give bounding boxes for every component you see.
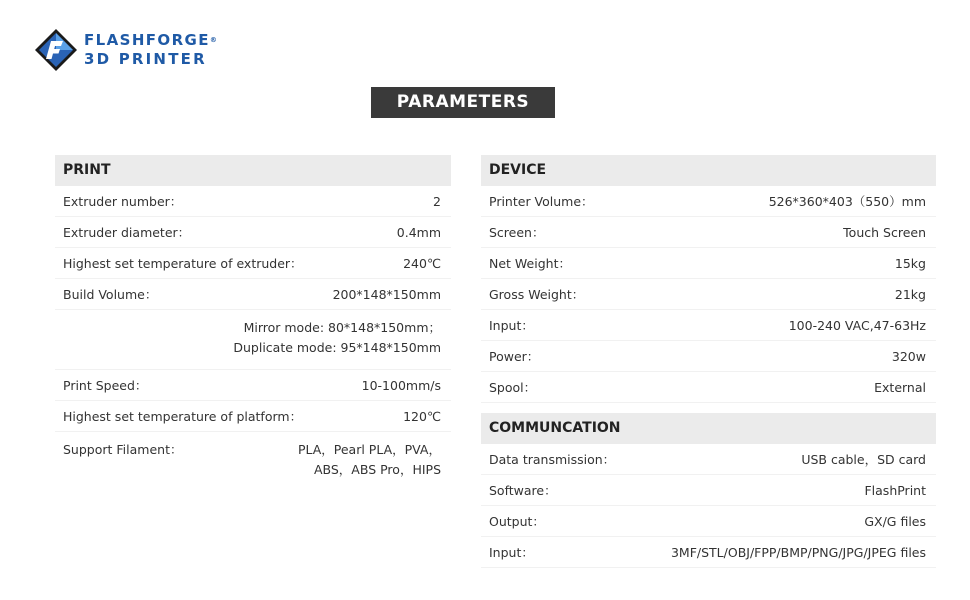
spec-row: [481, 310, 936, 341]
spec-label: Software：: [489, 483, 557, 498]
spec-label: Extruder diameter：: [63, 225, 191, 240]
spec-row: [55, 248, 451, 279]
brand-line1: FLASHFORGE®: [84, 31, 219, 49]
spec-row: [55, 217, 451, 248]
spec-row: [481, 444, 936, 475]
spec-label: Extruder number：: [63, 194, 183, 209]
spec-row: [55, 401, 451, 432]
spec-value: GX/G files: [864, 514, 926, 529]
build-volume-notes: [55, 310, 451, 370]
spec-row: [55, 370, 451, 401]
spec-row: [481, 248, 936, 279]
spec-label: Screen：: [489, 225, 545, 240]
spec-row: [481, 279, 936, 310]
spec-row: [55, 186, 451, 217]
spec-label: Input：: [489, 318, 534, 333]
spec-row: [481, 217, 936, 248]
spec-label: Highest set temperature of platform：: [63, 409, 303, 424]
section-heading-device: DEVICE: [481, 155, 936, 186]
spec-row: [481, 372, 936, 403]
spec-value: 3MF/STL/OBJ/FPP/BMP/PNG/JPG/JPEG files: [670, 545, 926, 560]
mirror-mode-note: Mirror mode: 80*148*150mm；: [243, 320, 441, 335]
spec-value: 21kg: [894, 287, 926, 302]
spec-label: Spool：: [489, 380, 537, 395]
spec-value: External: [874, 380, 926, 395]
section-heading-print: PRINT: [55, 155, 451, 186]
print-panel: [55, 155, 451, 494]
duplicate-mode-note: Duplicate mode: 95*148*150mm: [233, 340, 441, 355]
spec-value: 2: [433, 194, 441, 209]
spec-label: Print Speed：: [63, 378, 148, 393]
spec-value: 526*360*403（550）mm: [768, 194, 926, 209]
spec-label: Data transmission：: [489, 452, 616, 467]
spec-label: Printer Volume：: [489, 194, 594, 209]
page-title: PARAMETERS: [371, 87, 555, 118]
spec-row: [55, 279, 451, 310]
section-heading-communication: COMMUNCATION: [481, 413, 936, 444]
filament-line: PLA，Pearl PLA，PVA，: [297, 442, 441, 457]
spec-label: Support Filament：: [63, 442, 183, 457]
spec-row: [481, 506, 936, 537]
spec-value: 10-100mm/s: [361, 378, 441, 393]
spec-label: Power：: [489, 349, 540, 364]
spec-label: Gross Weight：: [489, 287, 585, 302]
spec-value: 0.4mm: [396, 225, 441, 240]
spec-value: Touch Screen: [843, 225, 926, 240]
spec-value: 320w: [891, 349, 926, 364]
spec-row: [481, 537, 936, 568]
spec-row: [481, 475, 936, 506]
spec-label: Output：: [489, 514, 545, 529]
filament-line: ABS，ABS Pro，HIPS: [313, 462, 441, 477]
spec-value: 200*148*150mm: [332, 287, 441, 302]
spec-value: 15kg: [894, 256, 926, 271]
device-panel: [481, 155, 936, 568]
spec-label: Input：: [489, 545, 534, 560]
spec-label: Net Weight：: [489, 256, 571, 271]
spec-value: 240℃: [403, 256, 441, 271]
spec-label: Highest set temperature of extruder：: [63, 256, 303, 271]
spec-row-filament: [55, 432, 451, 494]
brand-line2: 3D PRINTER: [84, 50, 207, 68]
brand-logo: [34, 28, 234, 74]
spec-row: [481, 186, 936, 217]
spec-row: [481, 341, 936, 372]
spec-label: Build Volume：: [63, 287, 158, 302]
diamond-f-logo-icon: [34, 28, 78, 72]
spec-value: USB cable，SD card: [801, 452, 926, 467]
spec-value: 100-240 VAC,47-63Hz: [788, 318, 926, 333]
spec-value: 120℃: [403, 409, 441, 424]
spec-value: FlashPrint: [864, 483, 926, 498]
